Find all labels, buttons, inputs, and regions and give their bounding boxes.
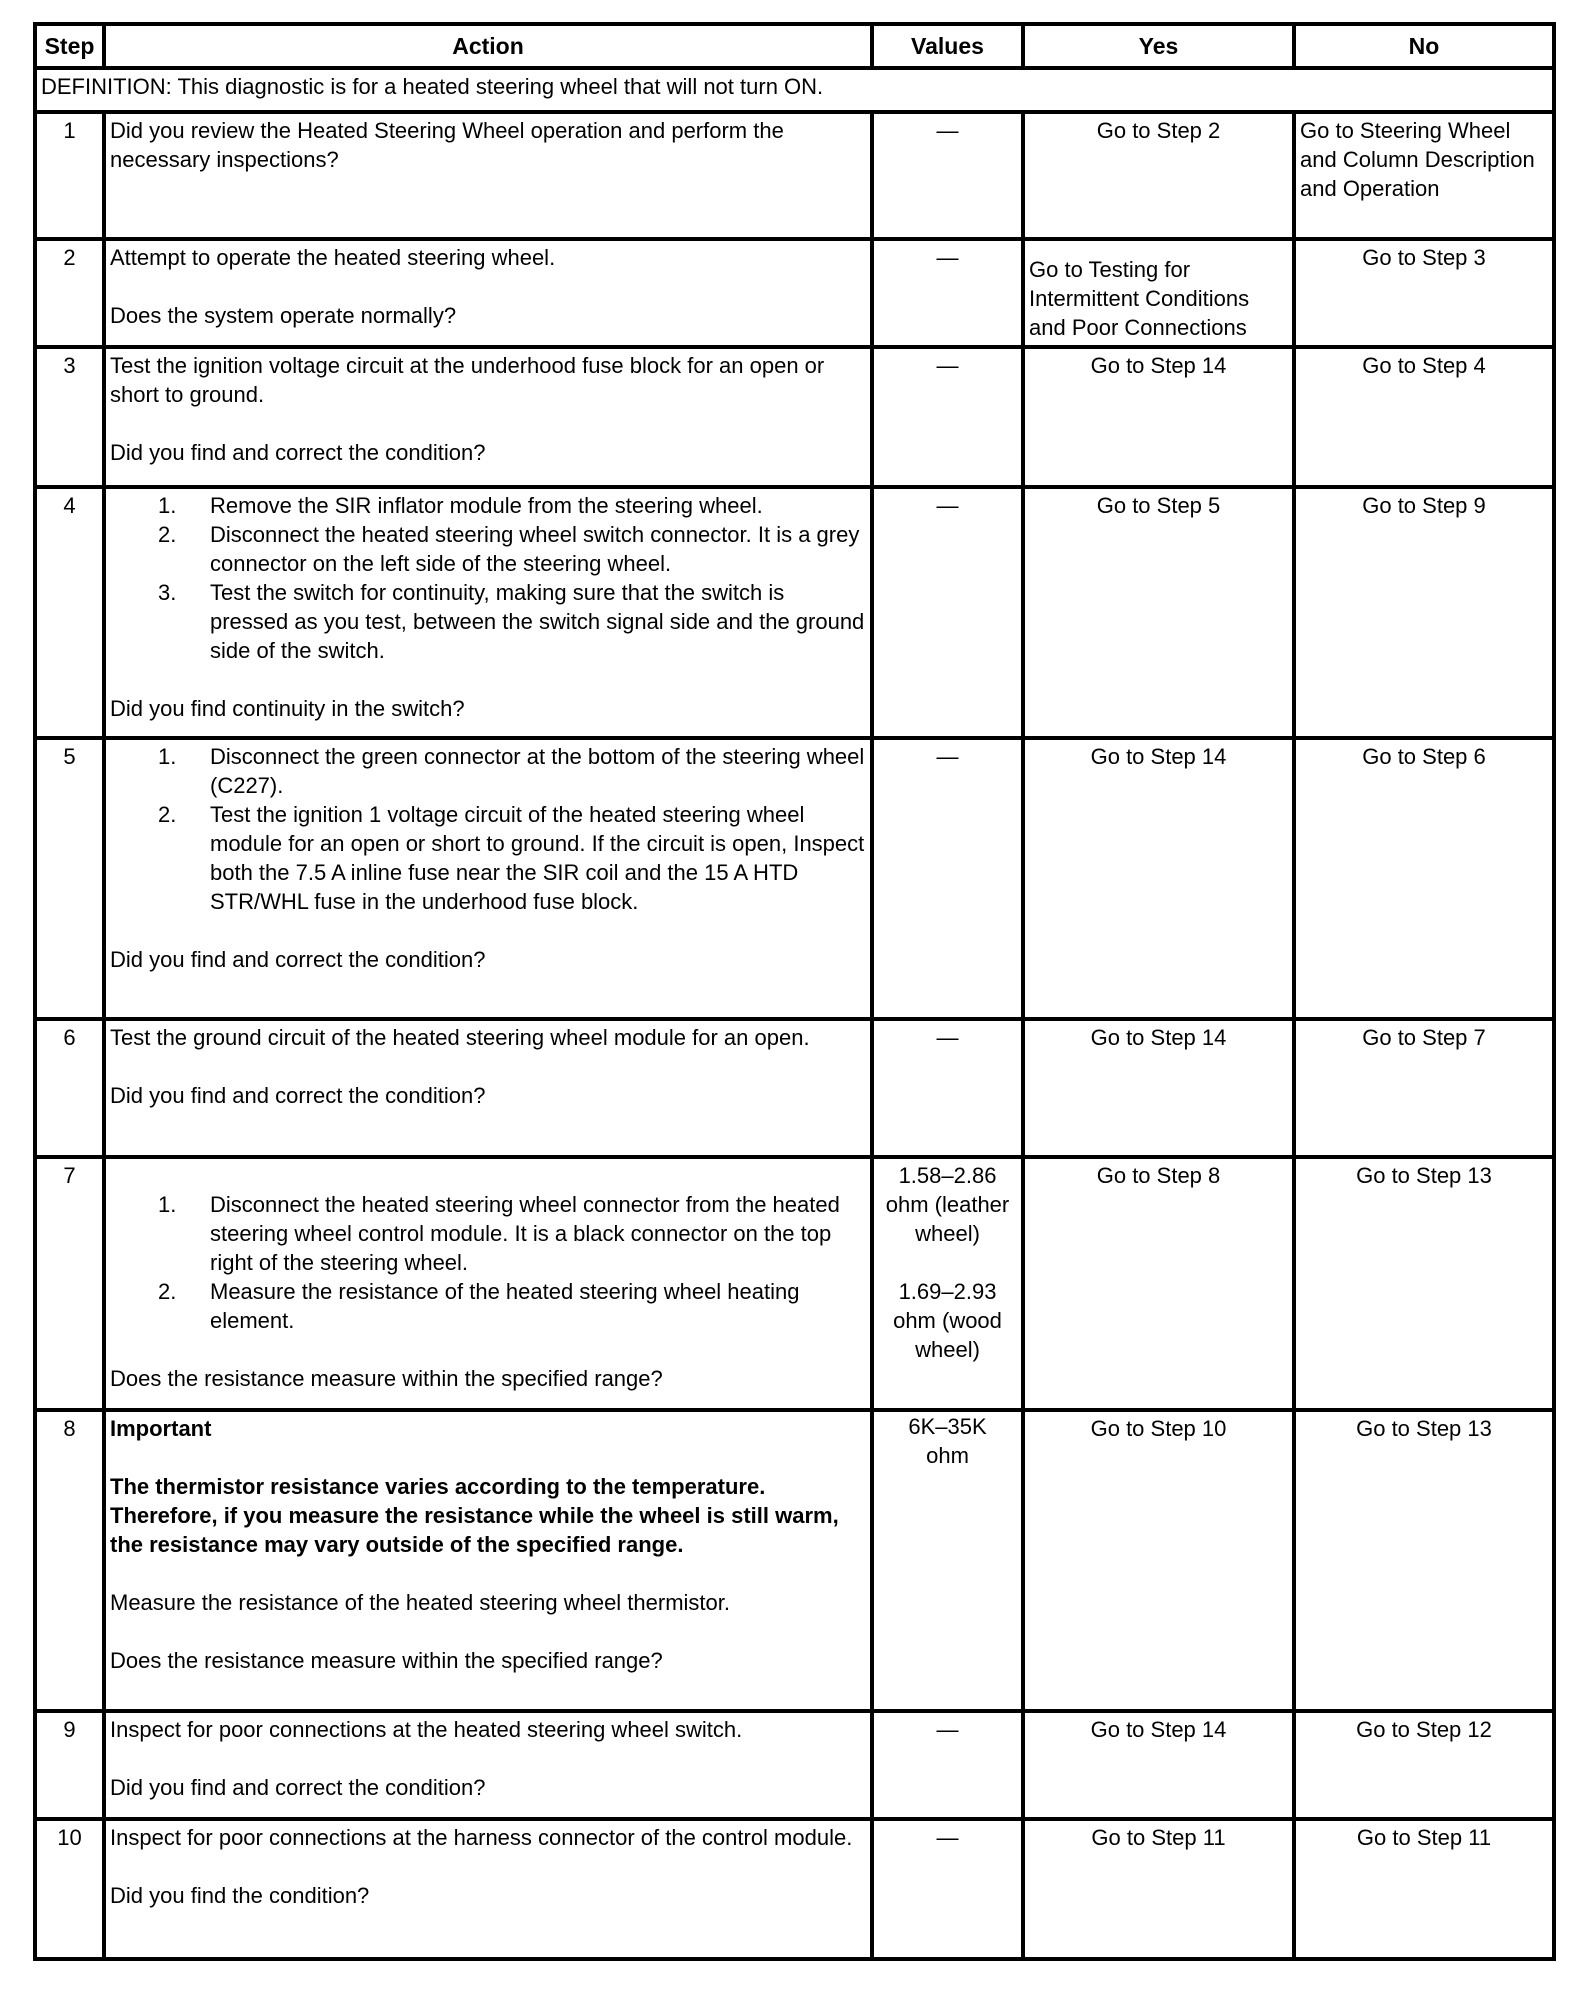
header-values: Values bbox=[872, 24, 1023, 68]
substep-item bbox=[158, 800, 866, 916]
action-cell bbox=[104, 1819, 872, 1959]
substep-number: 1. bbox=[158, 744, 177, 769]
substep-number: 3. bbox=[158, 580, 177, 605]
substep-number: 2. bbox=[158, 802, 177, 827]
substep-item bbox=[158, 491, 866, 520]
substep-number: 1. bbox=[158, 1192, 177, 1217]
step-number: 8 bbox=[35, 1410, 104, 1711]
question-text: Does the resistance measure within the specified range? bbox=[110, 1366, 663, 1391]
yes-cell: Go to Step 14 bbox=[1023, 738, 1294, 1019]
step-number: 4 bbox=[35, 487, 104, 738]
no-cell: Go to Step 6 bbox=[1294, 738, 1554, 1019]
values-cell: — bbox=[872, 347, 1023, 487]
substep-item bbox=[158, 1190, 866, 1277]
values-cell: — bbox=[872, 1819, 1023, 1959]
values-cell bbox=[872, 1157, 1023, 1410]
table-row bbox=[35, 1711, 1554, 1819]
no-cell: Go to Step 4 bbox=[1294, 347, 1554, 487]
values-cell: — bbox=[872, 112, 1023, 239]
action-text: Did you review the Heated Steering Wheel operation and perform the necessary inspections? bbox=[110, 118, 784, 172]
action-text: Inspect for poor connections at the harness connector of the control module. bbox=[110, 1825, 853, 1850]
values-cell: — bbox=[872, 1711, 1023, 1819]
action-cell bbox=[104, 738, 872, 1019]
header-row bbox=[35, 24, 1554, 68]
table-row bbox=[35, 239, 1554, 347]
action-cell bbox=[104, 1711, 872, 1819]
important-label: Important bbox=[110, 1416, 212, 1441]
action-text: Test the ground circuit of the heated steering wheel module for an open. bbox=[110, 1025, 810, 1050]
table-row bbox=[35, 487, 1554, 738]
step-number: 9 bbox=[35, 1711, 104, 1819]
step-number: 1 bbox=[35, 112, 104, 239]
substep-text: Remove the SIR inflator module from the steering wheel. bbox=[210, 493, 763, 518]
values-cell: — bbox=[872, 1019, 1023, 1157]
action-text: Test the ignition voltage circuit at the underhood fuse block for an open or short to ground. bbox=[110, 353, 825, 407]
no-cell: Go to Step 13 bbox=[1294, 1410, 1554, 1711]
important-text: The thermistor resistance varies according to the temperature. Therefore, if you measure the resistance while the wheel is still warm, the resistance may vary outside of the specified range. bbox=[110, 1474, 839, 1557]
table-row bbox=[35, 1410, 1554, 1711]
yes-cell: Go to Step 11 bbox=[1023, 1819, 1294, 1959]
substep-number: 2. bbox=[158, 1279, 177, 1304]
no-cell: Go to Step 9 bbox=[1294, 487, 1554, 738]
values-cell: — bbox=[872, 738, 1023, 1019]
definition-row bbox=[35, 68, 1554, 112]
values-cell: — bbox=[872, 487, 1023, 738]
no-cell: Go to Steering Wheel and Column Description and Operation bbox=[1294, 112, 1554, 239]
no-cell: Go to Step 12 bbox=[1294, 1711, 1554, 1819]
step-number: 5 bbox=[35, 738, 104, 1019]
yes-cell: Go to Step 5 bbox=[1023, 487, 1294, 738]
question-text: Did you find and correct the condition? bbox=[110, 440, 486, 465]
action-cell bbox=[104, 487, 872, 738]
action-text: Attempt to operate the heated steering wheel. bbox=[110, 245, 556, 270]
question-text: Did you find and correct the condition? bbox=[110, 1083, 486, 1108]
step-number: 6 bbox=[35, 1019, 104, 1157]
substep-text: Measure the resistance of the heated steering wheel heating element. bbox=[210, 1279, 800, 1333]
values-cell: 6K–35K ohm bbox=[872, 1410, 1023, 1711]
action-cell bbox=[104, 112, 872, 239]
yes-cell: Go to Step 2 bbox=[1023, 112, 1294, 239]
substep-text: Test the switch for continuity, making sure that the switch is pressed as you test, between the switch signal side and the ground side of the switch. bbox=[210, 580, 865, 663]
action-cell bbox=[104, 1410, 872, 1711]
substep-item bbox=[158, 742, 866, 800]
no-cell: Go to Step 11 bbox=[1294, 1819, 1554, 1959]
question-text: Did you find and correct the condition? bbox=[110, 1775, 486, 1800]
table-row bbox=[35, 738, 1554, 1019]
definition-text: DEFINITION: This diagnostic is for a heated steering wheel that will not turn ON. bbox=[35, 68, 1554, 112]
substep-text: Disconnect the heated steering wheel connector from the heated steering wheel control module. It is a black connector on the top right of the steering wheel. bbox=[210, 1192, 840, 1275]
substep-number: 2. bbox=[158, 522, 177, 547]
step-number: 10 bbox=[35, 1819, 104, 1959]
no-cell: Go to Step 3 bbox=[1294, 239, 1554, 347]
table-row bbox=[35, 1157, 1554, 1410]
values-wood: 1.69–2.93 ohm (wood wheel) bbox=[893, 1279, 1002, 1362]
header-yes: Yes bbox=[1023, 24, 1294, 68]
question-text: Did you find continuity in the switch? bbox=[110, 696, 465, 721]
table-row bbox=[35, 112, 1554, 239]
action-cell bbox=[104, 239, 872, 347]
substep-text: Test the ignition 1 voltage circuit of the heated steering wheel module for an open or short to ground. If the circuit is open, Inspect both the 7.5 A inline fuse near the SIR coil and the 15 A HTD STR/WHL fuse in the underhood fuse block. bbox=[210, 802, 865, 914]
substep-text: Disconnect the heated steering wheel switch connector. It is a grey connector on the left side of the steering wheel. bbox=[210, 522, 860, 576]
values-leather: 1.58–2.86 ohm (leather wheel) bbox=[885, 1163, 1010, 1246]
action-text: Inspect for poor connections at the heated steering wheel switch. bbox=[110, 1717, 743, 1742]
values-cell: — bbox=[872, 239, 1023, 347]
diagnostic-table bbox=[33, 22, 1556, 1961]
yes-cell: Go to Testing for Intermittent Conditions and Poor Connections bbox=[1023, 239, 1294, 347]
no-cell: Go to Step 13 bbox=[1294, 1157, 1554, 1410]
no-cell: Go to Step 7 bbox=[1294, 1019, 1554, 1157]
header-action: Action bbox=[104, 24, 872, 68]
step-number: 2 bbox=[35, 239, 104, 347]
substep-item bbox=[158, 1277, 866, 1335]
header-step: Step bbox=[35, 24, 104, 68]
yes-cell: Go to Step 14 bbox=[1023, 1019, 1294, 1157]
substep-item bbox=[158, 578, 866, 665]
substep-text: Disconnect the green connector at the bottom of the steering wheel (C227). bbox=[210, 744, 865, 798]
substep-item bbox=[158, 520, 866, 578]
question-text: Did you find and correct the condition? bbox=[110, 947, 486, 972]
yes-cell: Go to Step 8 bbox=[1023, 1157, 1294, 1410]
yes-cell: Go to Step 10 bbox=[1023, 1410, 1294, 1711]
question-text: Does the system operate normally? bbox=[110, 303, 457, 328]
table-row bbox=[35, 347, 1554, 487]
step-number: 7 bbox=[35, 1157, 104, 1410]
yes-cell: Go to Step 14 bbox=[1023, 347, 1294, 487]
action-cell bbox=[104, 347, 872, 487]
action-cell bbox=[104, 1157, 872, 1410]
substep-number: 1. bbox=[158, 493, 177, 518]
table-row bbox=[35, 1819, 1554, 1959]
header-no: No bbox=[1294, 24, 1554, 68]
step-number: 3 bbox=[35, 347, 104, 487]
substep-list bbox=[110, 742, 866, 916]
table-row bbox=[35, 1019, 1554, 1157]
substep-list bbox=[110, 1190, 866, 1335]
question-text: Did you find the condition? bbox=[110, 1883, 370, 1908]
action-cell bbox=[104, 1019, 872, 1157]
question-text: Does the resistance measure within the specified range? bbox=[110, 1648, 663, 1673]
yes-cell: Go to Step 14 bbox=[1023, 1711, 1294, 1819]
action-text: Measure the resistance of the heated steering wheel thermistor. bbox=[110, 1590, 731, 1615]
substep-list bbox=[110, 491, 866, 665]
